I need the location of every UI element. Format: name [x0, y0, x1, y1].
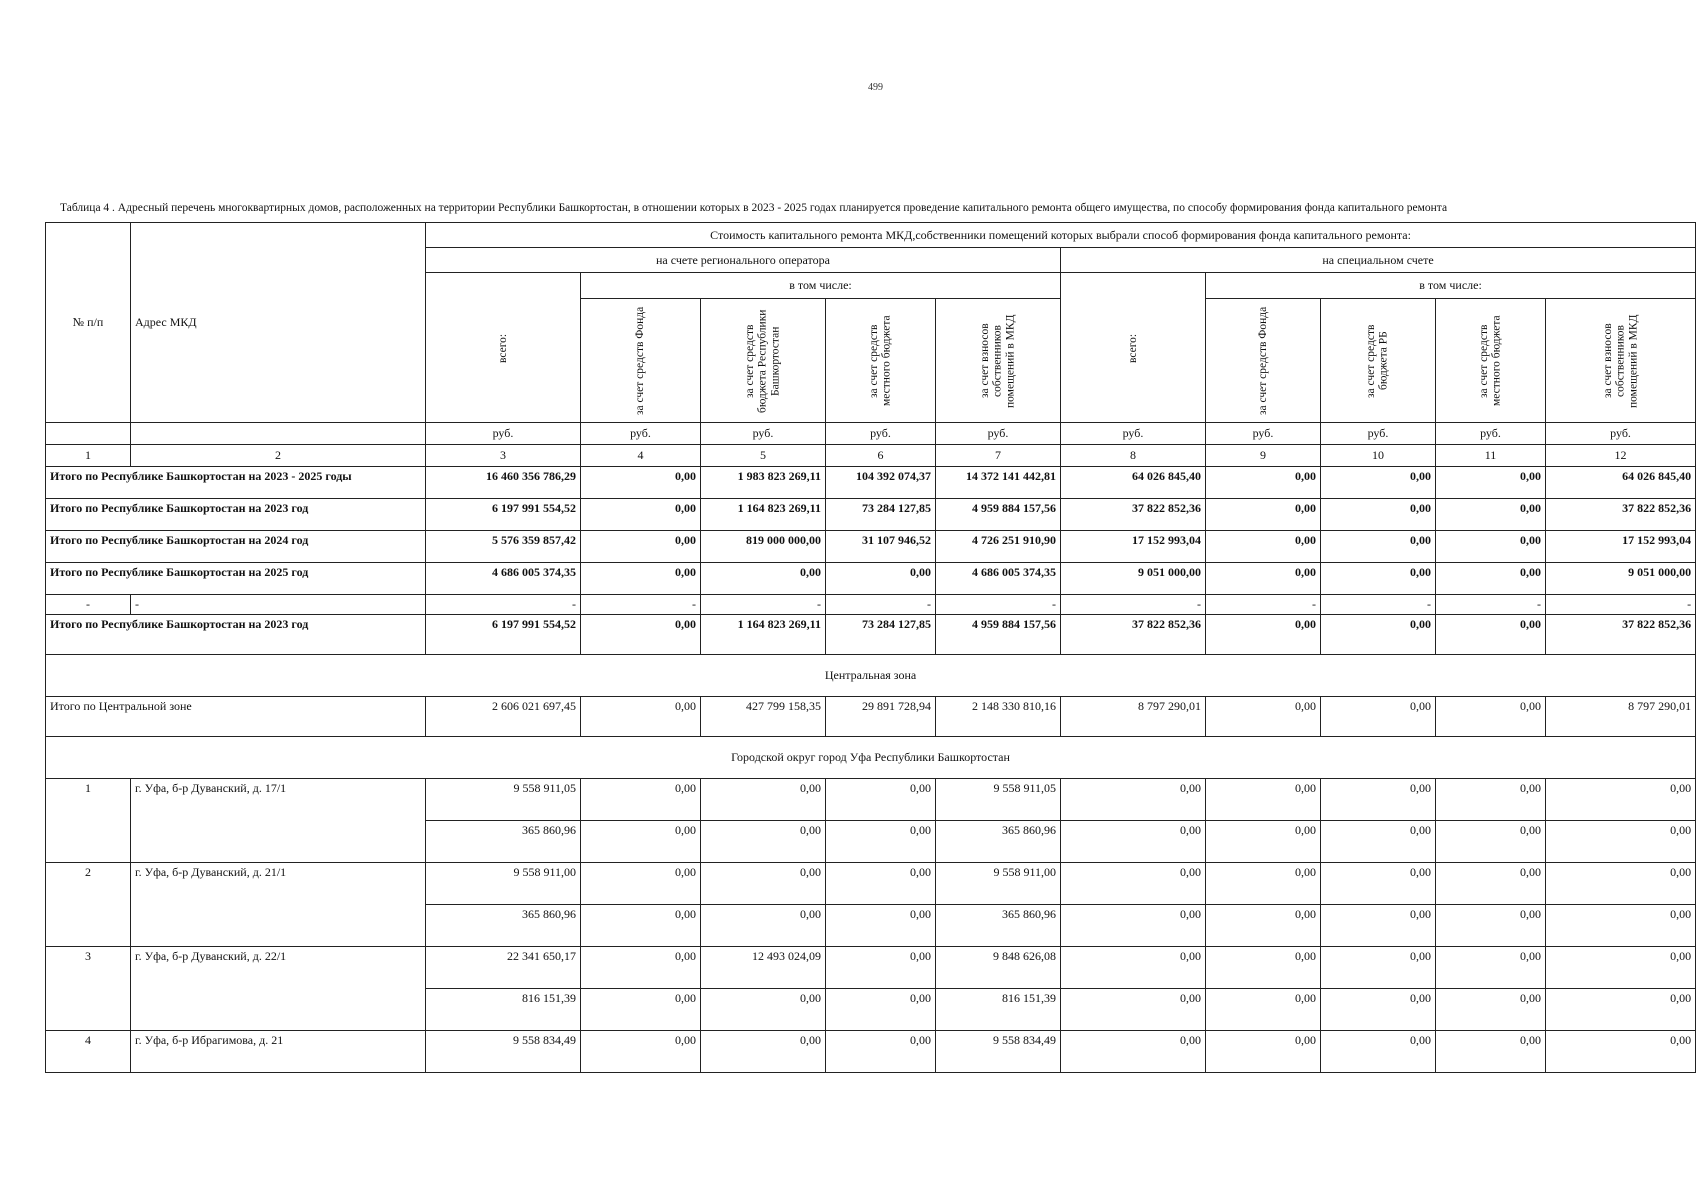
value-cell: 0,00: [701, 905, 826, 947]
dash-row: [46, 595, 1696, 615]
value-cell: 0,00: [701, 989, 826, 1031]
header-total-special: всего:: [1061, 273, 1206, 423]
value-cell: 0,00: [1061, 1031, 1206, 1073]
value-cell: 6 197 991 554,52: [426, 615, 581, 655]
value-cell: 0,00: [581, 1031, 701, 1073]
unit-cell: руб.: [1436, 423, 1546, 445]
value-cell: 0,00: [1061, 905, 1206, 947]
value-cell: 37 822 852,36: [1546, 615, 1696, 655]
header-spec-fund: за счет средств Фонда: [1206, 299, 1321, 423]
value-cell: 0,00: [1321, 1031, 1436, 1073]
value-cell: 17 152 993,04: [1061, 531, 1206, 563]
value-cell: 0,00: [1206, 989, 1321, 1031]
unit-cell: руб.: [1546, 423, 1696, 445]
value-cell: 365 860,96: [936, 905, 1061, 947]
value-cell: 0,00: [1436, 467, 1546, 499]
header-special-account: на специальном счете: [1061, 248, 1696, 273]
value-cell: 9 558 834,49: [936, 1031, 1061, 1073]
value-cell: 0,00: [1321, 863, 1436, 905]
value-cell: 0,00: [1436, 531, 1546, 563]
value-cell: 0,00: [701, 779, 826, 821]
dash-num: -: [46, 595, 131, 615]
header-address: Адрес МКД: [131, 223, 426, 423]
header-reg-fund: за счет средств Фонда: [581, 299, 701, 423]
value-cell: 0,00: [701, 1031, 826, 1073]
value-cell: 6 197 991 554,52: [426, 499, 581, 531]
value-cell: 9 558 911,05: [936, 779, 1061, 821]
value-cell: 0,00: [1061, 779, 1206, 821]
value-cell: 0,00: [826, 1031, 936, 1073]
dash-address: -: [131, 595, 426, 615]
value-cell: 9 051 000,00: [1546, 563, 1696, 595]
dash-cell: -: [1321, 595, 1436, 615]
col-number: 1: [46, 445, 131, 467]
value-cell: 0,00: [1061, 947, 1206, 989]
value-cell: 64 026 845,40: [1061, 467, 1206, 499]
zone-total-row: [46, 697, 1696, 737]
value-cell: 0,00: [1546, 779, 1696, 821]
value-cell: 816 151,39: [936, 989, 1061, 1031]
dash-cell: -: [936, 595, 1061, 615]
value-cell: 0,00: [1321, 947, 1436, 989]
value-cell: 0,00: [1061, 821, 1206, 863]
header-spec-owners: за счет взносов собственников помещений в МКД: [1546, 299, 1696, 423]
value-cell: 0,00: [1321, 563, 1436, 595]
value-cell: 0,00: [701, 563, 826, 595]
house-number: 3: [46, 947, 131, 1031]
units-row: [46, 423, 1696, 445]
value-cell: 365 860,96: [936, 821, 1061, 863]
value-cell: 9 558 911,05: [426, 779, 581, 821]
value-cell: 14 372 141 442,81: [936, 467, 1061, 499]
value-cell: 0,00: [701, 821, 826, 863]
column-numbers-row: [46, 445, 1696, 467]
table-caption: Таблица 4 . Адресный перечень многоквартирных домов, расположенных на территории Республики Башкортостан, в отношении которых в 2023 - 2025 годах планируется проведение капитального ремонта общего имущества, по способу формирования фонда капитального ремонта: [60, 202, 1448, 214]
value-cell: 9 558 834,49: [426, 1031, 581, 1073]
unit-cell: руб.: [1321, 423, 1436, 445]
value-cell: 37 822 852,36: [1061, 615, 1206, 655]
house-number: 4: [46, 1031, 131, 1073]
value-cell: 0,00: [581, 615, 701, 655]
dash-cell: -: [826, 595, 936, 615]
value-cell: 73 284 127,85: [826, 615, 936, 655]
value-cell: 0,00: [581, 563, 701, 595]
value-cell: 0,00: [1206, 779, 1321, 821]
unit-cell: руб.: [826, 423, 936, 445]
value-cell: 12 493 024,09: [701, 947, 826, 989]
value-cell: 0,00: [1546, 905, 1696, 947]
value-cell: 427 799 158,35: [701, 697, 826, 737]
value-cell: 5 576 359 857,42: [426, 531, 581, 563]
value-cell: 37 822 852,36: [1546, 499, 1696, 531]
dash-cell: -: [426, 595, 581, 615]
value-cell: 0,00: [1206, 467, 1321, 499]
header-reg-owners: за счет взносов собственников помещений в МКД: [936, 299, 1061, 423]
value-cell: 8 797 290,01: [1546, 697, 1696, 737]
value-cell: 0,00: [1546, 1031, 1696, 1073]
header-cost: Стоимость капитального ремонта МКД,собственники помещений которых выбрали способ формирования фонда капитального ремонта:: [426, 223, 1696, 248]
value-cell: 16 460 356 786,29: [426, 467, 581, 499]
value-cell: 1 164 823 269,11: [701, 499, 826, 531]
value-cell: 1 164 823 269,11: [701, 615, 826, 655]
value-cell: 17 152 993,04: [1546, 531, 1696, 563]
header-incl-regional: в том числе:: [581, 273, 1061, 299]
col-number: 3: [426, 445, 581, 467]
value-cell: 0,00: [1436, 563, 1546, 595]
value-cell: 0,00: [826, 821, 936, 863]
value-cell: 0,00: [1206, 615, 1321, 655]
value-cell: 0,00: [581, 531, 701, 563]
row-label: Итого по Республике Башкортостан на 2023 год: [46, 499, 426, 531]
col-number: 5: [701, 445, 826, 467]
row-label: Итого по Республике Башкортостан на 2023 год: [46, 615, 426, 655]
value-cell: 9 558 911,00: [426, 863, 581, 905]
header-spec-local-budget: за счет средств местного бюджета: [1436, 299, 1546, 423]
value-cell: 9 051 000,00: [1061, 563, 1206, 595]
value-cell: 4 959 884 157,56: [936, 499, 1061, 531]
row-label: Итого по Республике Башкортостан на 2025 год: [46, 563, 426, 595]
value-cell: 0,00: [581, 779, 701, 821]
col-number: 10: [1321, 445, 1436, 467]
value-cell: 0,00: [1206, 947, 1321, 989]
col-number: 11: [1436, 445, 1546, 467]
value-cell: 9 558 911,00: [936, 863, 1061, 905]
value-cell: 0,00: [1436, 779, 1546, 821]
house-number: 1: [46, 779, 131, 863]
header-spec-rb-budget: за счет средств бюджета РБ: [1321, 299, 1436, 423]
value-cell: 1 983 823 269,11: [701, 467, 826, 499]
value-cell: 0,00: [1321, 615, 1436, 655]
total-row: [46, 563, 1696, 595]
value-cell: 0,00: [1206, 531, 1321, 563]
table-row: [46, 1031, 1696, 1073]
value-cell: 0,00: [1206, 697, 1321, 737]
value-cell: 0,00: [1436, 499, 1546, 531]
house-address: г. Уфа, б-р Дуванский, д. 22/1: [131, 947, 426, 1031]
col-number: 6: [826, 445, 936, 467]
value-cell: 0,00: [826, 779, 936, 821]
unit-cell: руб.: [1061, 423, 1206, 445]
table-row: [46, 947, 1696, 989]
value-cell: 0,00: [1321, 697, 1436, 737]
dash-cell: -: [1436, 595, 1546, 615]
col-number: 12: [1546, 445, 1696, 467]
value-cell: 0,00: [1206, 563, 1321, 595]
page-number: 499: [868, 82, 883, 93]
unit-cell: руб.: [426, 423, 581, 445]
value-cell: 365 860,96: [426, 905, 581, 947]
value-cell: 0,00: [826, 989, 936, 1031]
col-number: 7: [936, 445, 1061, 467]
value-cell: 29 891 728,94: [826, 697, 936, 737]
dash-cell: -: [1061, 595, 1206, 615]
header-total-regional: всего:: [426, 273, 581, 423]
value-cell: 4 726 251 910,90: [936, 531, 1061, 563]
value-cell: 0,00: [1321, 467, 1436, 499]
value-cell: 0,00: [581, 947, 701, 989]
value-cell: 0,00: [1206, 1031, 1321, 1073]
total-row: [46, 499, 1696, 531]
row-label: Итого по Республике Башкортостан на 2024 год: [46, 531, 426, 563]
unit-cell: руб.: [1206, 423, 1321, 445]
dash-cell: -: [701, 595, 826, 615]
header-num: № п/п: [46, 223, 131, 423]
value-cell: 4 686 005 374,35: [426, 563, 581, 595]
value-cell: 0,00: [1321, 531, 1436, 563]
col-number: 8: [1061, 445, 1206, 467]
value-cell: 0,00: [1321, 821, 1436, 863]
value-cell: 0,00: [1436, 697, 1546, 737]
value-cell: 0,00: [581, 467, 701, 499]
value-cell: 0,00: [826, 563, 936, 595]
value-cell: 0,00: [1206, 905, 1321, 947]
total-row: [46, 467, 1696, 499]
value-cell: 104 392 074,37: [826, 467, 936, 499]
col-number: 9: [1206, 445, 1321, 467]
value-cell: 0,00: [826, 947, 936, 989]
value-cell: 31 107 946,52: [826, 531, 936, 563]
value-cell: 0,00: [1546, 989, 1696, 1031]
value-cell: 0,00: [1321, 499, 1436, 531]
value-cell: 0,00: [1321, 905, 1436, 947]
value-cell: 64 026 845,40: [1546, 467, 1696, 499]
unit-cell: руб.: [701, 423, 826, 445]
unit-cell: руб.: [581, 423, 701, 445]
value-cell: 4 686 005 374,35: [936, 563, 1061, 595]
value-cell: 0,00: [1546, 863, 1696, 905]
dash-cell: -: [581, 595, 701, 615]
value-cell: 0,00: [581, 697, 701, 737]
value-cell: 37 822 852,36: [1061, 499, 1206, 531]
header-reg-rb-budget: за счет средств бюджета Республики Башкортостан: [701, 299, 826, 423]
value-cell: 819 000 000,00: [701, 531, 826, 563]
value-cell: 0,00: [1436, 821, 1546, 863]
value-cell: 0,00: [826, 905, 936, 947]
value-cell: 0,00: [1436, 947, 1546, 989]
district-section: [46, 737, 1696, 779]
value-cell: 0,00: [581, 863, 701, 905]
value-cell: 2 148 330 810,16: [936, 697, 1061, 737]
value-cell: 816 151,39: [426, 989, 581, 1031]
value-cell: 0,00: [1546, 821, 1696, 863]
zone-section: [46, 655, 1696, 697]
value-cell: 0,00: [581, 821, 701, 863]
table-row: [46, 779, 1696, 821]
value-cell: 4 959 884 157,56: [936, 615, 1061, 655]
house-address: г. Уфа, б-р Дуванский, д. 21/1: [131, 863, 426, 947]
row-label: Итого по Центральной зоне: [46, 697, 426, 737]
header-reg-local-budget: за счет средств местного бюджета: [826, 299, 936, 423]
value-cell: 0,00: [1436, 905, 1546, 947]
header-regional-operator: на счете регионального оператора: [426, 248, 1061, 273]
table-row: [46, 863, 1696, 905]
value-cell: 0,00: [1436, 989, 1546, 1031]
value-cell: 0,00: [1206, 821, 1321, 863]
value-cell: 9 848 626,08: [936, 947, 1061, 989]
value-cell: 0,00: [581, 989, 701, 1031]
value-cell: 73 284 127,85: [826, 499, 936, 531]
house-address: г. Уфа, б-р Ибрагимова, д. 21: [131, 1031, 426, 1073]
zone-section-title: Центральная зона: [46, 655, 1696, 697]
total-row: [46, 531, 1696, 563]
total-row-2023-repeat: [46, 615, 1696, 655]
value-cell: 22 341 650,17: [426, 947, 581, 989]
value-cell: 0,00: [701, 863, 826, 905]
value-cell: 0,00: [1546, 947, 1696, 989]
value-cell: 0,00: [1436, 615, 1546, 655]
value-cell: 0,00: [1321, 779, 1436, 821]
value-cell: 0,00: [581, 499, 701, 531]
value-cell: 0,00: [1206, 863, 1321, 905]
house-address: г. Уфа, б-р Дуванский, д. 17/1: [131, 779, 426, 863]
value-cell: 0,00: [826, 863, 936, 905]
value-cell: 0,00: [1436, 863, 1546, 905]
row-label: Итого по Республике Башкортостан на 2023 - 2025 годы: [46, 467, 426, 499]
col-number: 2: [131, 445, 426, 467]
district-section-title: Городской округ город Уфа Республики Башкортостан: [46, 737, 1696, 779]
col-number: 4: [581, 445, 701, 467]
value-cell: 0,00: [1206, 499, 1321, 531]
value-cell: 0,00: [581, 905, 701, 947]
value-cell: 8 797 290,01: [1061, 697, 1206, 737]
header-incl-special: в том числе:: [1206, 273, 1696, 299]
value-cell: 0,00: [1321, 989, 1436, 1031]
capital-repair-table: [45, 222, 1696, 1073]
value-cell: 0,00: [1061, 989, 1206, 1031]
dash-cell: -: [1206, 595, 1321, 615]
value-cell: 2 606 021 697,45: [426, 697, 581, 737]
value-cell: 0,00: [1436, 1031, 1546, 1073]
dash-cell: -: [1546, 595, 1696, 615]
value-cell: 0,00: [1061, 863, 1206, 905]
house-number: 2: [46, 863, 131, 947]
value-cell: 365 860,96: [426, 821, 581, 863]
unit-cell: руб.: [936, 423, 1061, 445]
